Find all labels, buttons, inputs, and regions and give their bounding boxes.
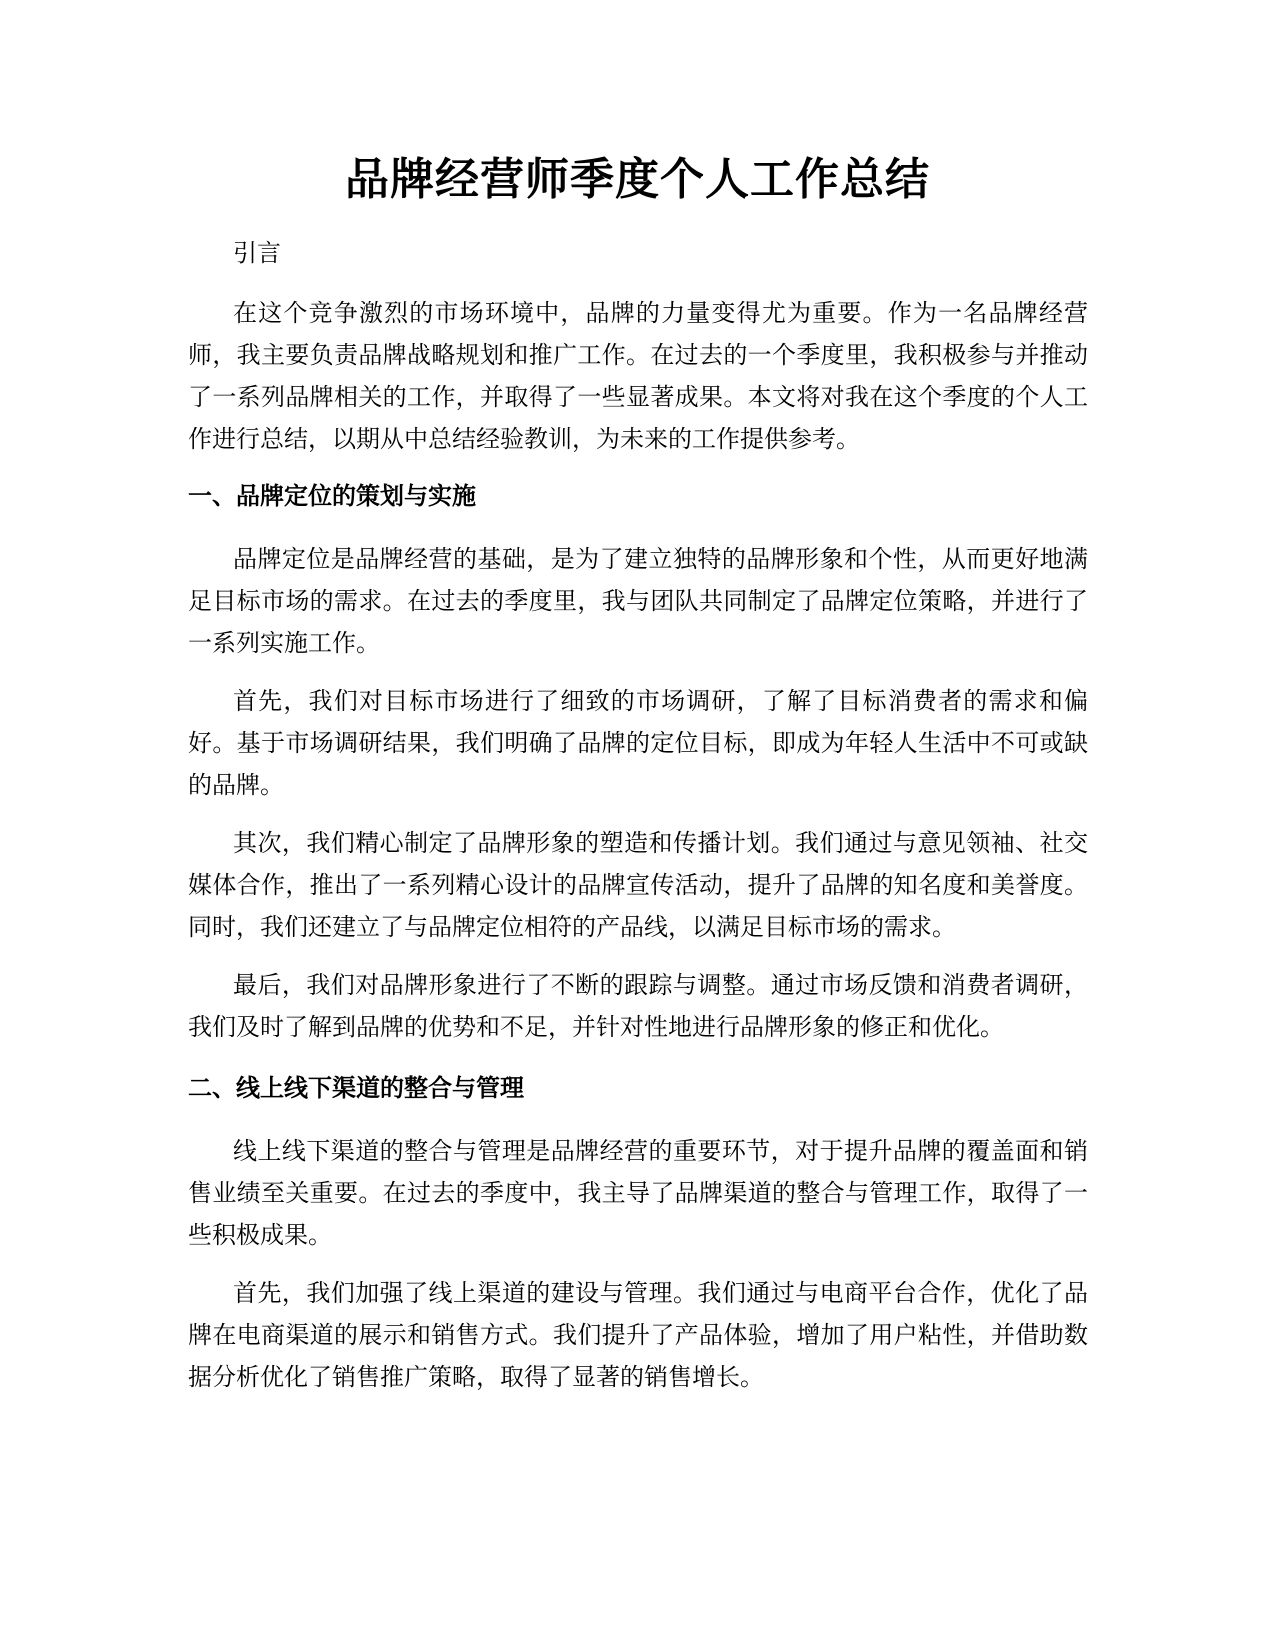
- section-2-paragraph-1: 线上线下渠道的整合与管理是品牌经营的重要环节，对于提升品牌的覆盖面和销售业绩至关重要。在过去的季度中，我主导了品牌渠道的整合与管理工作，取得了一些积极成果。: [188, 1137, 1088, 1249]
- section-2-heading: 二、线上线下渠道的整合与管理: [188, 1074, 524, 1102]
- section-2-paragraph-2: 首先，我们加强了线上渠道的建设与管理。我们通过与电商平台合作，优化了品牌在电商渠道的展示和销售方式。我们提升了产品体验，增加了用户粘性，并借助数据分析优化了销售推广策略，取得了显著的销售增长。: [188, 1279, 1088, 1391]
- intro-label: 引言: [233, 239, 281, 267]
- document-title: 品牌经营师季度个人工作总结: [345, 154, 930, 205]
- section-1-paragraph-3: 其次，我们精心制定了品牌形象的塑造和传播计划。我们通过与意见领袖、社交媒体合作，推出了一系列精心设计的品牌宣传活动，提升了品牌的知名度和美誉度。同时，我们还建立了与品牌定位相符的产品线，以满足目标市场的需求。: [188, 829, 1088, 941]
- section-1-paragraph-1: 品牌定位是品牌经营的基础，是为了建立独特的品牌形象和个性，从而更好地满足目标市场的需求。在过去的季度里，我与团队共同制定了品牌定位策略，并进行了一系列实施工作。: [188, 545, 1088, 657]
- section-1-paragraph-2: 首先，我们对目标市场进行了细致的市场调研，了解了目标消费者的需求和偏好。基于市场调研结果，我们明确了品牌的定位目标，即成为年轻人生活中不可或缺的品牌。: [188, 687, 1088, 799]
- section-1-heading: 一、品牌定位的策划与实施: [188, 482, 476, 510]
- section-1-paragraph-4: 最后，我们对品牌形象进行了不断的跟踪与调整。通过市场反馈和消费者调研，我们及时了解到品牌的优势和不足，并针对性地进行品牌形象的修正和优化。: [188, 971, 1088, 1041]
- intro-paragraph: 在这个竞争激烈的市场环境中，品牌的力量变得尤为重要。作为一名品牌经营师，我主要负责品牌战略规划和推广工作。在过去的一个季度里，我积极参与并推动了一系列品牌相关的工作，并取得了一些显著成果。本文将对我在这个季度的个人工作进行总结，以期从中总结经验教训，为未来的工作提供参考。: [188, 299, 1088, 453]
